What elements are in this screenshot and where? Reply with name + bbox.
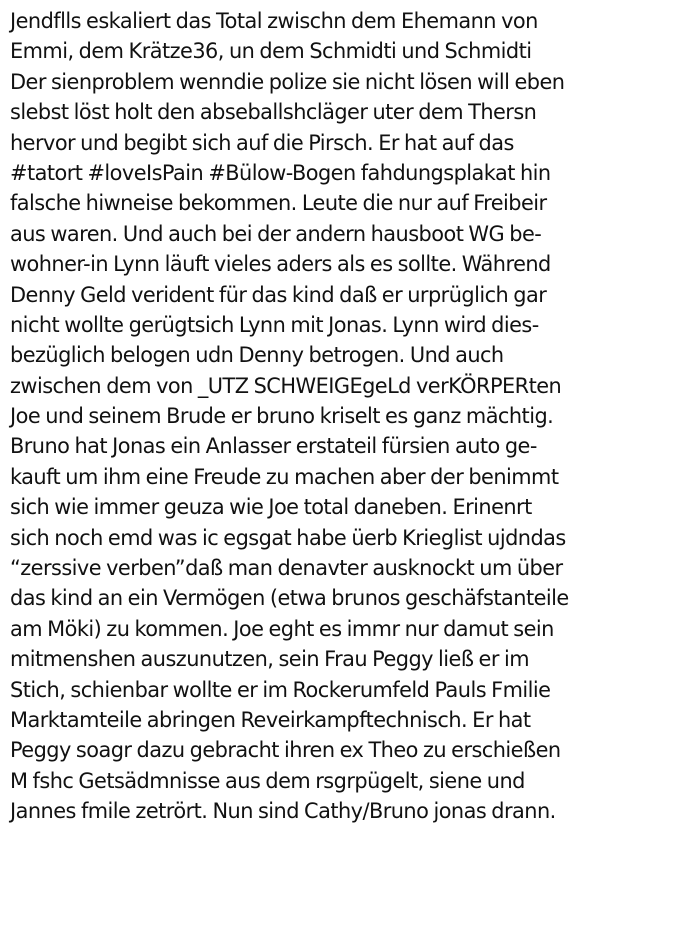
text-line-23: Stich, schienbar wollte er im Rockerumfeld Pauls Fmilie xyxy=(10,677,551,702)
text-line-4: slebst löst holt den abseballshcläger uter dem Thersn xyxy=(10,100,537,125)
text-line-5: hervor und begibt sich auf die Pirsch. Er hat auf das xyxy=(10,130,514,155)
text-line-26: M fshc Getsädmnisse aus dem rsgrpügelt, siene und xyxy=(10,768,525,793)
text-line-14: Joe und seinem Brude er bruno kriselt es ganz mächtig. xyxy=(10,404,554,429)
text-line-15: Bruno hat Jonas ein Anlasser erstateil fürsien auto ge- xyxy=(10,434,537,459)
body-text xyxy=(10,6,684,827)
text-line-7: falsche hiwneise bekommen. Leute die nur auf Freibeir xyxy=(10,191,547,216)
text-line-18: sich noch emd was ic egsgat habe üerb Krieglist ujdndas xyxy=(10,525,566,550)
text-line-17: sich wie immer geuza wie Joe total daneben. Erinenrt xyxy=(10,495,532,520)
text-line-27: Jannes fmile zetrört. Nun sind Cathy/Bruno jonas drann. xyxy=(10,799,556,824)
text-line-19: “zerssive verben”daß man denavter ausknockt um über xyxy=(10,556,563,581)
text-line-25: Peggy soagr dazu gebracht ihren ex Theo zu erschießen xyxy=(10,738,561,763)
text-line-20: das kind an ein Vermögen (etwa brunos geschäfstanteile xyxy=(10,586,569,611)
text-line-6: #tatort #loveIsPain #Bülow-Bogen fahdungsplakat hin xyxy=(10,160,551,185)
text-line-2: Emmi, dem Krätze36, un dem Schmidti und Schmidti xyxy=(10,39,532,64)
text-line-13: zwischen dem von _UTZ SCHWEIGEgeLd verKÖRPERten xyxy=(10,373,562,398)
text-line-24: Marktamteile abringen Reveirkampftechnisch. Er hat xyxy=(10,707,531,732)
text-line-1: Jendflls eskaliert das Total zwischn dem Ehemann von xyxy=(10,9,538,33)
text-line-8: aus waren. Und auch bei der andern hausboot WG be- xyxy=(10,221,542,246)
text-line-10: Denny Geld verident für das kind daß er urprüglich gar xyxy=(10,282,547,307)
text-line-9: wohner-in Lynn läuft vieles aders als es sollte. Während xyxy=(10,252,551,277)
text-line-3: Der sienproblem wenndie polize sie nicht lösen will eben xyxy=(10,69,565,94)
text-line-16: kauft um ihm eine Freude zu machen aber der benimmt xyxy=(10,464,559,489)
text-line-22: mitmenshen auszunutzen, sein Frau Peggy ließ er im xyxy=(10,647,530,672)
text-line-11: nicht wollte gerügtsich Lynn mit Jonas. Lynn wird dies- xyxy=(10,312,539,337)
text-line-21: am Möki) zu kommen. Joe eght es immr nur damut sein xyxy=(10,616,554,641)
text-line-12: bezüglich belogen udn Denny betrogen. Und auch xyxy=(10,343,504,368)
